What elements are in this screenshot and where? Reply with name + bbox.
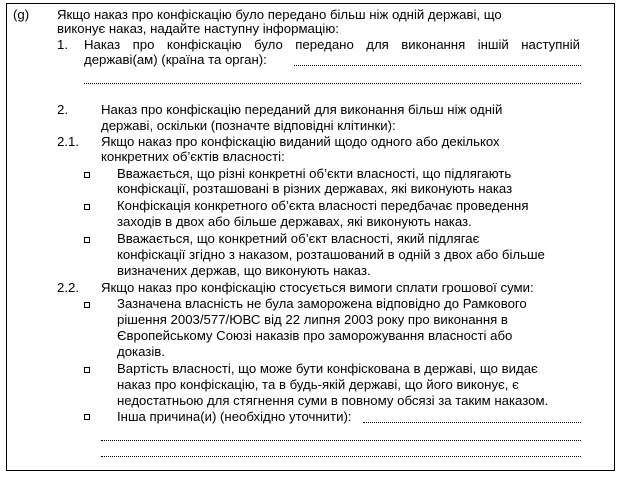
- option-2-2-a-line-3: Європейському Союзі наказів про заморожування власності або: [117, 328, 513, 343]
- other-reason-answer-line-3[interactable]: [101, 456, 581, 457]
- item-2-2-number: 2.2.: [57, 280, 79, 295]
- option-2-1-c-line-2: конфіскації згідно з наказом, розташований в одній з двох або більше: [117, 247, 545, 262]
- item-2-line-1: Наказ про конфіскацію переданий для виконання більш ніж одній: [101, 102, 503, 117]
- checkbox-2-1-two-or-more-states[interactable]: [84, 204, 90, 210]
- item-1-answer-line-1[interactable]: [294, 65, 581, 66]
- item-2-1-line-2: конкретних об’єктів власності:: [101, 149, 285, 164]
- option-2-2-b-line-2: наказ про конфіскацію, та в будь-якій державі, що його виконує, є: [117, 377, 519, 392]
- item-1-answer-line-2[interactable]: [84, 83, 581, 84]
- option-2-1-c-line-3: визначених держав, що виконують наказ.: [117, 263, 371, 278]
- option-2-2-a-line-2: рішення 2003/577/ЮВС від 22 липня 2003 року про виконання в: [117, 312, 508, 327]
- option-2-1-a-line-1: Вважається, що різні конкретні об’єкти власності, що підлягають: [117, 166, 512, 181]
- option-2-1-c-line-1: Вважається, що конкретний об’єкт власності, який підлягає: [117, 231, 480, 246]
- checkbox-2-1-one-of-states[interactable]: [84, 237, 90, 243]
- other-reason-answer-line-2[interactable]: [101, 440, 581, 441]
- checkbox-2-2-other-reason[interactable]: [84, 414, 90, 420]
- checkbox-2-2-insufficient-value[interactable]: [84, 367, 90, 373]
- option-2-1-b-line-1: Конфіскація конкретного об’єкта власності передбачає проведення: [117, 198, 529, 213]
- item-2-number: 2.: [57, 102, 68, 117]
- option-2-2-b-line-3: недостатньою для стягнення суми в повному обсязі за таким наказом.: [117, 393, 549, 408]
- item-1-number: 1.: [57, 37, 68, 52]
- item-1-line-1: Наказ про конфіскацію було передано для виконання іншій наступній: [84, 37, 580, 52]
- item-2-2-line-1: Якщо наказ про конфіскацію стосується вимоги сплати грошової суми:: [101, 280, 534, 295]
- item-2-1-line-1: Якщо наказ про конфіскацію виданий щодо одного або декількох: [101, 134, 500, 149]
- checkbox-2-2-not-frozen[interactable]: [84, 302, 90, 308]
- option-2-2-c-line-1: Інша причина(и) (необхідно уточнити):: [117, 409, 352, 424]
- option-2-2-a-line-4: доказів.: [117, 344, 165, 359]
- other-reason-answer-line-1[interactable]: [363, 422, 581, 423]
- intro-line-1: Якщо наказ про конфіскацію було передано більш ніж одній державі, що: [57, 7, 502, 22]
- option-2-1-b-line-2: заходів в двох або більше державах, які виконують наказ.: [117, 214, 472, 229]
- section-label: (g): [13, 7, 30, 22]
- item-1-line-2: державі(ам) (країна та орган):: [84, 52, 267, 67]
- option-2-1-a-line-2: конфіскації, розташовані в різних державах, які виконують наказ: [117, 181, 513, 196]
- item-2-line-2: державі, оскільки (позначте відповідні клітинки):: [101, 118, 396, 133]
- option-2-2-b-line-1: Вартість власності, що може бути конфіскована в державі, що видає: [117, 361, 538, 376]
- intro-line-2: виконує наказ, надайте наступну інформацію:: [57, 21, 339, 36]
- option-2-2-a-line-1: Зазначена власність не була заморожена відповідно до Рамкового: [117, 296, 527, 311]
- item-2-1-number: 2.1.: [57, 134, 79, 149]
- checkbox-2-1-different-states[interactable]: [84, 172, 90, 178]
